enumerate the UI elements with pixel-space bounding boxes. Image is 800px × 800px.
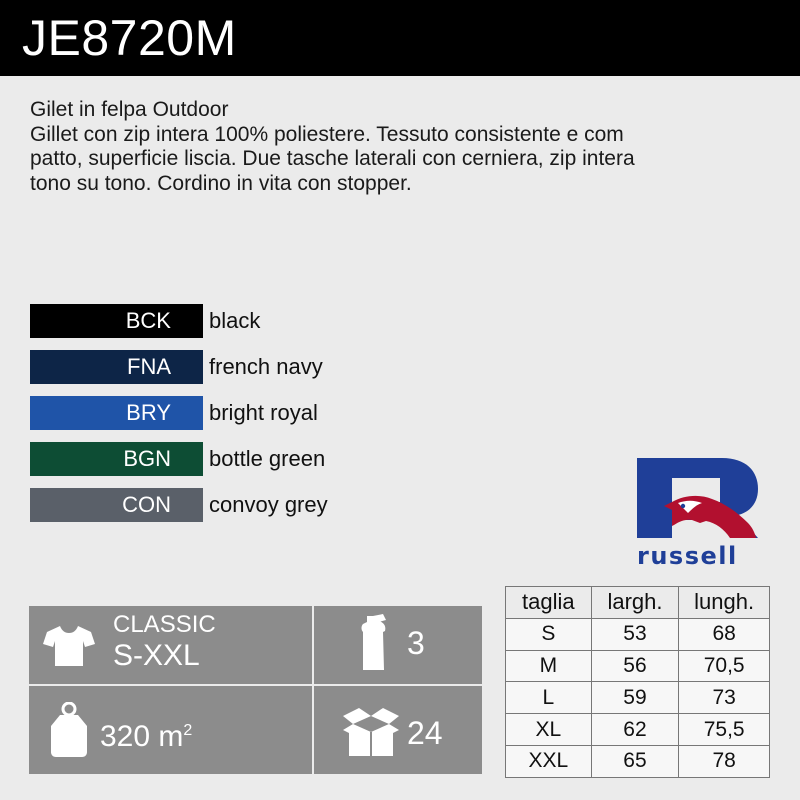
pack-quantity: 3 [407, 625, 425, 661]
weight-superscript: 2 [183, 722, 193, 739]
weight-icon [49, 702, 89, 758]
info-panel [29, 606, 482, 774]
product-description [30, 98, 770, 196]
table-cell: 73 [679, 682, 770, 714]
table-row [506, 618, 770, 650]
color-swatch: BCK [30, 304, 203, 338]
table-cell: 56 [591, 650, 679, 682]
color-row-french-navy [30, 350, 430, 384]
fabric-weight [100, 714, 192, 754]
table-row [506, 714, 770, 746]
color-row-black [30, 304, 430, 338]
product-code: JE8720M [22, 10, 237, 66]
table-cell: S [506, 618, 592, 650]
panel-divider [29, 684, 482, 686]
color-swatch: CON [30, 488, 203, 522]
bottle-icon [359, 614, 389, 672]
box-icon [341, 706, 401, 758]
brand-name: russell [637, 542, 738, 570]
table-row [506, 745, 770, 777]
column-header: lungh. [679, 587, 770, 619]
color-name: bright royal [209, 400, 318, 425]
color-swatch: BGN [30, 442, 203, 476]
table-cell: 78 [679, 745, 770, 777]
fit-label: CLASSIC [113, 611, 216, 638]
table-cell: 75,5 [679, 714, 770, 746]
table-cell: 59 [591, 682, 679, 714]
table-cell: 70,5 [679, 650, 770, 682]
header-bar [0, 0, 800, 76]
table-cell: 62 [591, 714, 679, 746]
description-line: tono su tono. Cordino in vita con stopper. [30, 171, 412, 195]
color-name: black [209, 308, 261, 333]
table-cell: XXL [506, 745, 592, 777]
description-line: Gillet con zip intera 100% poliestere. Tessuto consistente e com [30, 122, 624, 146]
description-line: Gilet in felpa Outdoor [30, 98, 229, 121]
weight-value: 320 m [100, 720, 184, 753]
table-cell: 68 [679, 618, 770, 650]
color-list [30, 304, 430, 534]
column-header: largh. [591, 587, 679, 619]
size-range: S-XXL [113, 639, 200, 672]
table-row [506, 682, 770, 714]
table-header-row [506, 587, 770, 619]
column-header: taglia [506, 587, 592, 619]
description-line: patto, superficie liscia. Due tasche laterali con cerniera, zip intera [30, 147, 635, 170]
table-cell: 53 [591, 618, 679, 650]
size-table [505, 586, 770, 778]
color-name: convoy grey [209, 492, 328, 517]
table-cell: M [506, 650, 592, 682]
panel-divider [312, 606, 314, 774]
color-swatch: FNA [30, 350, 203, 384]
color-name: french navy [209, 354, 323, 379]
color-row-bottle-green [30, 442, 430, 476]
table-cell: 65 [591, 745, 679, 777]
table-cell: XL [506, 714, 592, 746]
color-row-bright-royal [30, 396, 430, 430]
table-row [506, 650, 770, 682]
tshirt-icon [43, 624, 95, 668]
color-row-convoy-grey [30, 488, 430, 522]
color-swatch: BRY [30, 396, 203, 430]
carton-quantity: 24 [407, 715, 443, 751]
color-name: bottle green [209, 446, 326, 471]
table-cell: L [506, 682, 592, 714]
